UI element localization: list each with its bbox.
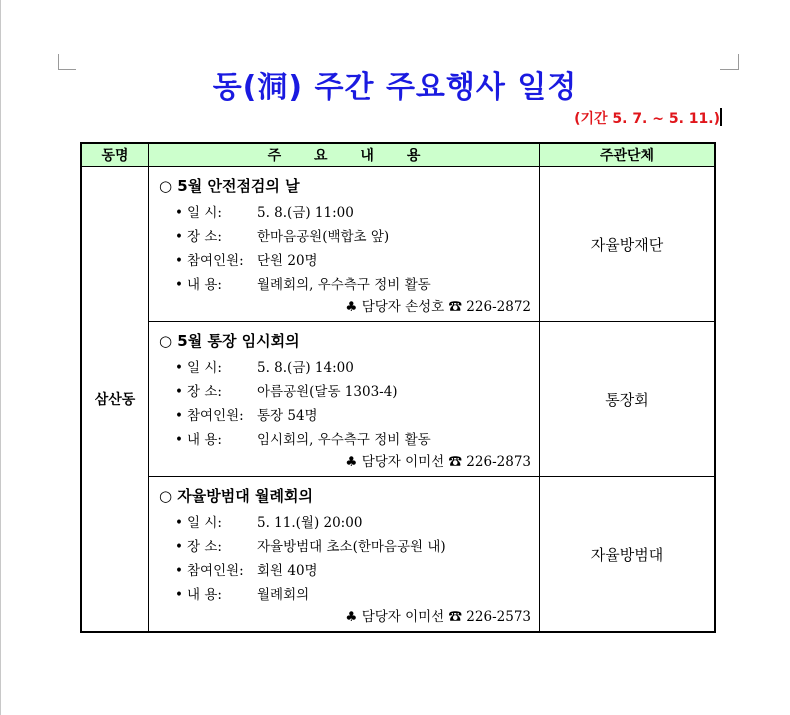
event-line: • 참여인원: 통장 54명 — [175, 408, 318, 424]
event-line: • 일 시: 5. 8.(금) 11:00 — [175, 205, 354, 221]
event-cell — [149, 322, 540, 477]
event-title: ○ 5월 안전점검의 날 — [159, 177, 300, 195]
period-label: (기간 5. 7. ~ 5. 11.) — [574, 111, 720, 127]
org-name: 자율방재단 — [540, 167, 716, 322]
page-left-edge — [0, 0, 1, 715]
header-org: 주관단체 — [540, 143, 716, 167]
event-contact: ♣ 담당자 이미선 ☎ 226-2573 — [345, 609, 531, 625]
event-line: • 참여인원: 회원 40명 — [175, 563, 318, 579]
schedule-table — [80, 142, 716, 633]
event-title: ○ 자율방범대 월례회의 — [159, 487, 313, 505]
event-line: • 내 용: 월례회의 — [175, 587, 310, 603]
event-cell — [149, 167, 540, 322]
table-header-row — [81, 143, 715, 167]
event-line: • 일 시: 5. 11.(월) 20:00 — [175, 515, 363, 531]
org-name: 통장회 — [540, 322, 716, 477]
event-cell — [149, 477, 540, 633]
event-line: • 내 용: 월례회의, 우수측구 정비 활동 — [175, 277, 431, 293]
page-title: 동(洞) 주간 주요행사 일정 — [212, 70, 578, 105]
table-row — [81, 477, 715, 633]
event-line: • 장 소: 아름공원(달동 1303-4) — [175, 384, 398, 400]
event-contact: ♣ 담당자 이미선 ☎ 226-2873 — [345, 454, 531, 470]
event-contact: ♣ 담당자 손성호 ☎ 226-2872 — [345, 299, 531, 315]
event-title: ○ 5월 통장 임시회의 — [159, 332, 300, 350]
event-line: • 일 시: 5. 8.(금) 14:00 — [175, 360, 354, 376]
header-content: 주 요 내 용 — [149, 143, 540, 167]
header-dong: 동명 — [81, 143, 149, 167]
table-row — [81, 167, 715, 322]
event-line: • 참여인원: 단원 20명 — [175, 253, 318, 269]
table-row — [81, 322, 715, 477]
event-line: • 장 소: 자율방범대 초소(한마음공원 내) — [175, 539, 446, 555]
dong-name: 삼산동 — [81, 167, 149, 633]
event-line: • 내 용: 임시회의, 우수측구 정비 활동 — [175, 432, 431, 448]
text-cursor — [720, 108, 722, 126]
event-line: • 장 소: 한마음공원(백합초 앞) — [175, 229, 390, 245]
org-name: 자율방범대 — [540, 477, 716, 633]
